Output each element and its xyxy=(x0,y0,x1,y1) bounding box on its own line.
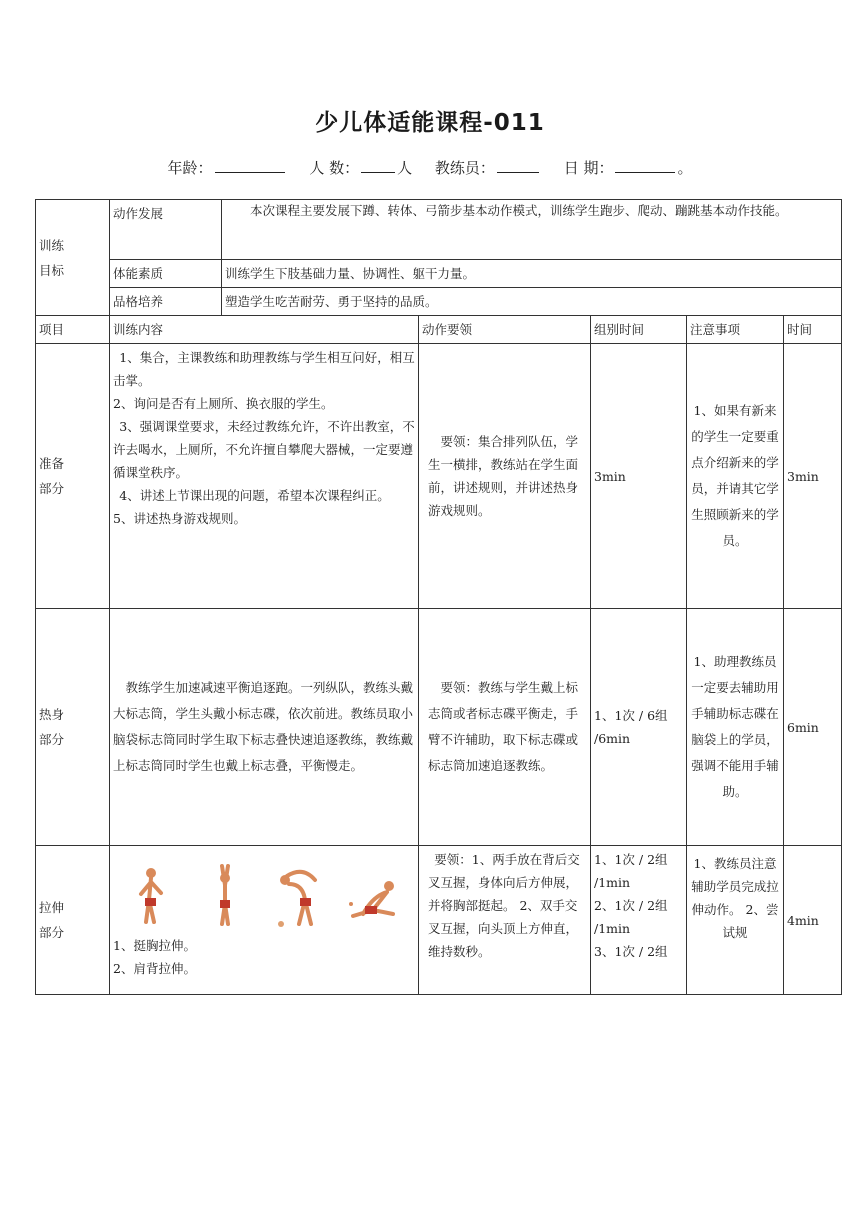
coach-label: 教练员： xyxy=(434,159,495,177)
key-points-cell xyxy=(419,344,591,609)
key-points: 要领：集合排列队伍，学生一横排，教练站在学生面前，讲述规则，并讲述热身游戏规则。 xyxy=(428,434,579,518)
column-header: 训练内容 xyxy=(110,316,419,344)
time: 6min xyxy=(787,719,819,735)
goals-header-cell xyxy=(36,200,110,316)
section-name: 准备部分 xyxy=(39,456,65,496)
goal-label-cell xyxy=(110,288,222,316)
group-time: 1、1次 / 6组 /6min xyxy=(594,708,668,746)
group-time: 3、1次 / 2组 xyxy=(594,944,668,959)
column-header: 项目 xyxy=(36,316,110,344)
stretch-illustrations xyxy=(113,848,415,934)
goal-text: 训练学生下肢基础力量、协调性、躯干力量。 xyxy=(225,266,476,281)
content-line: 4、讲述上节课出现的问题，希望本次课程纠正。 xyxy=(119,488,390,503)
content-cell xyxy=(110,609,419,846)
group-time-cell xyxy=(591,846,687,995)
side-bend-figure xyxy=(269,864,329,930)
goal-text-cell xyxy=(222,260,842,288)
column-header-row xyxy=(36,316,842,344)
section-name: 热身部分 xyxy=(39,707,65,747)
people-label: 人 数： xyxy=(309,159,360,177)
goal-label: 动作发展 xyxy=(113,206,164,221)
page-title: 少儿体适能课程-011 xyxy=(315,110,545,136)
content-cell xyxy=(110,846,419,995)
section-name-cell xyxy=(36,846,110,995)
goals-header: 训练目标 xyxy=(39,237,65,278)
column-header: 注意事项 xyxy=(687,316,784,344)
info-line xyxy=(0,157,860,178)
content-line: 1、挺胸拉伸。 xyxy=(113,938,196,953)
column-header: 时间 xyxy=(784,316,842,344)
people-unit: 人 xyxy=(397,159,413,177)
notes: 1、如果有新来的学生一定要重点介绍新来的学员，并请其它学生照顾新来的学员。 xyxy=(691,403,779,548)
goal-label-cell xyxy=(110,200,222,260)
content-line: 2、询问是否有上厕所、换衣服的学生。 xyxy=(113,396,334,411)
end-mark: 。 xyxy=(677,159,693,177)
people-blank[interactable] xyxy=(361,158,395,173)
notes: 1、教练员注意辅助学员完成拉伸动作。 2、尝试规 xyxy=(691,856,779,940)
key-points: 要领：教练与学生戴上标志筒或者标志碟平衡走，手臂不许辅助，取下标志碟或标志筒加速追逐教练。 xyxy=(428,680,579,773)
notes-cell xyxy=(687,846,784,995)
notes-cell xyxy=(687,609,784,846)
key-points-cell xyxy=(419,609,591,846)
goal-label-cell xyxy=(110,260,222,288)
date-blank[interactable] xyxy=(615,158,675,173)
content-line: 5、讲述热身游戏规则。 xyxy=(113,511,246,526)
coach-blank[interactable] xyxy=(497,158,539,173)
content-line: 2、肩背拉伸。 xyxy=(113,961,196,976)
course-table xyxy=(35,199,842,995)
column-header: 动作要领 xyxy=(419,316,591,344)
group-time-cell xyxy=(591,609,687,846)
group-time-cell xyxy=(591,344,687,609)
age-label: 年龄： xyxy=(167,159,213,177)
content-line: 1、集合，主课教练和助理教练与学生相互问好，相互击掌。 xyxy=(113,350,415,388)
notes-cell xyxy=(687,344,784,609)
goal-text-cell xyxy=(222,288,842,316)
goal-text: 塑造学生吃苦耐劳、勇于坚持的品质。 xyxy=(225,294,438,309)
section-row-warmup-prep xyxy=(36,344,842,609)
content-cell xyxy=(110,344,419,609)
group-time: 3min xyxy=(594,468,626,484)
time-cell xyxy=(784,344,842,609)
overhead-stretch-figure xyxy=(195,864,255,930)
section-name: 拉伸部分 xyxy=(39,900,65,940)
time-cell xyxy=(784,609,842,846)
goal-label: 体能素质 xyxy=(113,266,164,281)
time: 3min xyxy=(787,468,819,484)
time-cell xyxy=(784,846,842,995)
section-row-stretch xyxy=(36,846,842,995)
column-header: 组别时间 xyxy=(591,316,687,344)
section-name-cell xyxy=(36,344,110,609)
floor-stretch-figure xyxy=(343,864,403,930)
date-label: 日 期： xyxy=(563,159,614,177)
group-time: 1、1次 / 2组 /1min xyxy=(594,852,668,890)
goal-text: 本次课程主要发展下蹲、转体、弓箭步基本动作模式，训练学生跑步、爬动、蹦跳基本动作技能。 xyxy=(250,203,788,218)
chest-stretch-figure xyxy=(121,864,181,930)
section-name-cell xyxy=(36,609,110,846)
content-line: 3、强调课堂要求，未经过教练允许，不许出教室，不许去喝水，上厕所，不允许擅自攀爬大器械，一定要遵循课堂秩序。 xyxy=(113,419,415,480)
content-line: 教练学生加速减速平衡追逐跑。一列纵队，教练头戴大标志筒，学生头戴小标志碟，依次前进。教练员取小脑袋标志筒同时学生取下标志叠快速追逐教练，教练戴上标志筒同时学生也戴上标志叠，平衡慢走。 xyxy=(113,680,414,773)
notes: 1、助理教练员一定要去辅助用手辅助标志碟在脑袋上的学员，强调不能用手辅助。 xyxy=(691,654,779,799)
goal-text-cell xyxy=(222,200,842,260)
time: 4min xyxy=(787,912,819,928)
goal-label: 品格培养 xyxy=(113,294,164,309)
age-blank[interactable] xyxy=(215,158,285,173)
key-points: 要领：1、两手放在背后交叉互握，身体向后方伸展，并将胸部挺起。 2、双手交叉互握，向头顶上方伸直，维持数秒。 xyxy=(428,852,580,959)
section-row-warmup xyxy=(36,609,842,846)
key-points-cell xyxy=(419,846,591,995)
group-time: 2、1次 / 2组 /1min xyxy=(594,898,668,936)
